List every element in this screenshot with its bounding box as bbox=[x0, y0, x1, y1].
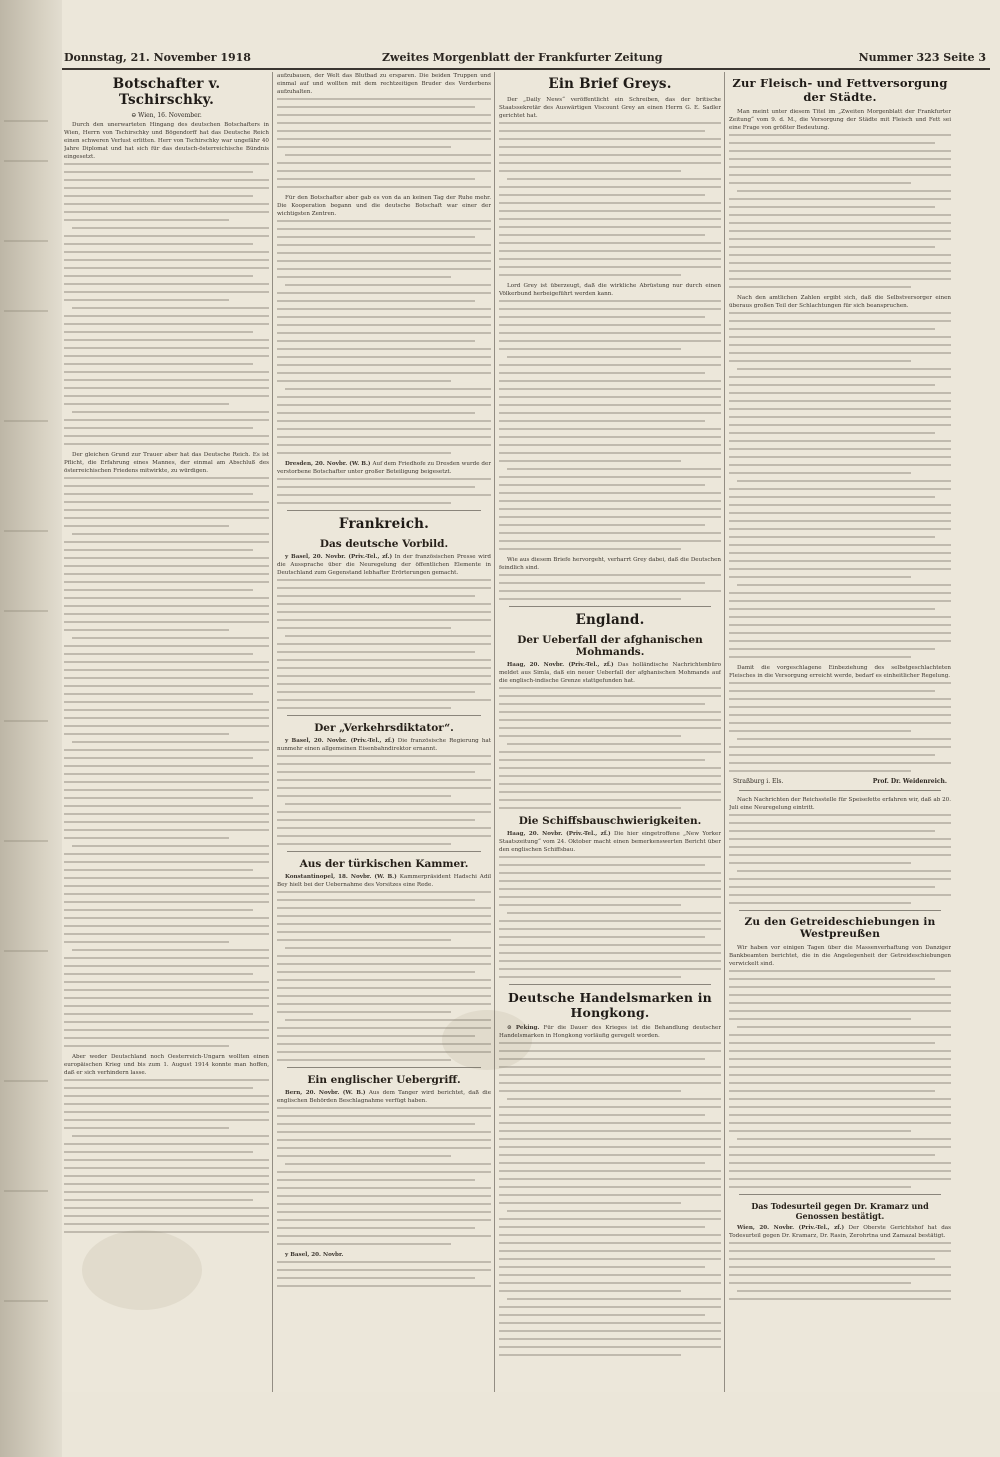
news-text: In der französischen Presse wird die Aussprache über die Neuregelung der öffentlichen Elemente in Deutschland zum Gegenstand lebhafter Erörterungen gemacht. bbox=[277, 554, 491, 576]
signature-place: Straßburg i. Els. bbox=[733, 778, 784, 785]
article-title-grey: Ein Brief Greys. bbox=[548, 76, 672, 92]
article-paragraph: Man meint unter diesem Titel im „Zweiten Morgenblatt der Frankfurter Zeitung“ vom 9. d. M., die Versorgung der Städte mit Fleisch und Fett sei eine Frage von größter Bedeutung. bbox=[729, 109, 951, 131]
page-header bbox=[62, 50, 990, 70]
section-title-frankreich: Frankreich. bbox=[338, 516, 430, 532]
subheading: Die Schiffsbauschwierigkeiten. bbox=[518, 815, 702, 827]
column-2 bbox=[277, 72, 491, 1392]
dateline: y Basel, 20. Novbr. (Priv.-Tel., zf.) bbox=[285, 554, 393, 560]
article-paragraph: Für den Botschafter aber gab es von da an keinen Tag der Ruhe mehr. Die Kooperation begann und die deutsche Botschaft war einer der wichtigsten Zentren. bbox=[277, 195, 491, 217]
dateline: y Basel, 20. Novbr. bbox=[285, 1252, 344, 1258]
news-text: Der Oberste Gerichtshof hat das Todesurteil gegen Dr. Kramarz, Dr. Rasin, Zerohrtna und Zamazal bestätigt. bbox=[729, 1225, 951, 1239]
text-lines bbox=[277, 220, 491, 454]
dateline: Konstantinopel, 18. Novbr. (W. B.) bbox=[285, 874, 397, 880]
text-lines bbox=[729, 1242, 951, 1300]
news-item bbox=[277, 737, 491, 753]
article-paragraph: Der gleichen Grund zur Trauer aber hat das Deutsche Reich. Es ist Pflicht, die Erfahrung eines Mannes, der einmal am Abschluß des österreichischen Friedens mitwirkte, zu würdigen. bbox=[64, 452, 269, 474]
text-lines bbox=[277, 891, 491, 1061]
newspaper-page bbox=[62, 0, 1000, 1457]
text-lines bbox=[729, 682, 951, 772]
news-item bbox=[277, 460, 491, 476]
subheading: Der Ueberfall der afghanischen Mohmands. bbox=[517, 634, 703, 658]
section-title-england: England. bbox=[575, 612, 645, 628]
column-1 bbox=[64, 72, 269, 1392]
header-page-number: Nummer 323 Seite 3 bbox=[858, 51, 986, 64]
text-lines bbox=[729, 134, 951, 288]
text-lines bbox=[499, 687, 721, 809]
text-lines bbox=[277, 579, 491, 709]
news-text: Die hier eingetroffene „New Yorker Staatszeitung“ vom 24. Oktober macht einen bemerkenswerten Bericht über den englischen Schiffsbau. bbox=[499, 831, 721, 853]
news-text: Kammerpräsident Hadschi Adil Bey hielt bei der Uebernahme des Vorsitzes eine Rede. bbox=[277, 874, 491, 888]
news-item bbox=[499, 1024, 721, 1040]
text-lines bbox=[729, 312, 951, 658]
page-bottom-margin bbox=[62, 1392, 1000, 1457]
adjacent-page-margin bbox=[0, 0, 62, 1457]
news-text: Das holländische Nachrichtenbüro meldet aus Simla, daß ein neuer Ueberfall der afghanischen Mohmands auf die englisch-indische Grenze stattgefunden hat. bbox=[499, 662, 721, 684]
article-title-fleisch: Zur Fleisch- und Fettversorgung der Städte. bbox=[732, 76, 948, 104]
news-item bbox=[729, 1224, 951, 1240]
news-item bbox=[499, 661, 721, 685]
dateline: Haag, 20. Novbr. (Priv.-Tel., zf.) bbox=[507, 662, 614, 668]
subheading: Ein englischer Uebergriff. bbox=[307, 1074, 461, 1086]
article-paragraph: Aber weder Deutschland noch Oesterreich-Ungarn wollten einen europäischen Krieg und bis zum 1. August 1914 konnte man hoffen, daß er sich verhindern lasse. bbox=[64, 1054, 269, 1076]
article-paragraph: Damit die vorgeschlagene Einbeziehung des selbstgeschlachteten Fleisches in die Versorgung erreicht werde, bedarf es einheitlicher Regelung. bbox=[729, 665, 951, 679]
text-lines bbox=[277, 755, 491, 845]
news-item bbox=[499, 830, 721, 854]
article-paragraph: Nach den amtlichen Zahlen ergibt sich, daß die Selbstversorger einen überaus großen Teil der Schlachtungen für sich beanspruchen. bbox=[729, 295, 951, 309]
text-lines bbox=[277, 1107, 491, 1245]
dateline: ⊙ Peking. bbox=[507, 1025, 540, 1031]
header-paper-title: Zweites Morgenblatt der Frankfurter Zeitung bbox=[382, 51, 663, 64]
subheading: Der „Verkehrsdiktator“. bbox=[314, 722, 454, 734]
article-paragraph: aufzubauen, der Welt das Blutbad zu ersparen. Die beiden Truppen und einmal auf und wollten mit dem rechtzeitigen Bruder des Verderbens aufzuhalten. bbox=[277, 73, 491, 95]
text-lines bbox=[277, 1261, 491, 1287]
header-date: Donnstag, 21. November 1918 bbox=[64, 51, 251, 64]
subheading: Aus der türkischen Kammer. bbox=[299, 858, 469, 870]
text-lines bbox=[277, 98, 491, 188]
text-lines bbox=[729, 814, 951, 904]
dateline: Haag, 20. Novbr. (Priv.-Tel., zf.) bbox=[507, 831, 611, 837]
article-paragraph: Nach Nachrichten der Reichsstelle für Speisefette erfahren wir, daß ab 20. Juli eine Neuregelung eintritt. bbox=[729, 797, 951, 811]
news-item bbox=[277, 553, 491, 577]
text-lines bbox=[499, 856, 721, 978]
dateline: Dresden, 20. Novbr. (W. B.) bbox=[285, 461, 371, 467]
text-lines bbox=[499, 300, 721, 550]
subheading: Das Todesurteil gegen Dr. Kramarz und Genossen bestätigt. bbox=[751, 1201, 929, 1221]
dateline: Wien, 20. Novbr. (Priv.-Tel., zf.) bbox=[737, 1225, 845, 1231]
article-title-hongkong: Deutsche Handelsmarken in Hongkong. bbox=[508, 990, 712, 1020]
dateline: ⊖ Wien, 16. November. bbox=[131, 112, 202, 119]
article-paragraph: Wir haben vor einigen Tagen über die Massenverhaftung von Danziger Bankbeamten berichtet, die in die Angelegenheit der Getreideschiebungen verwickelt sind. bbox=[729, 945, 951, 967]
signature-line bbox=[733, 778, 947, 785]
column-4 bbox=[729, 72, 951, 1392]
column-3 bbox=[499, 72, 721, 1392]
dateline: Bern, 20. Novbr. (W. B.) bbox=[285, 1090, 366, 1096]
text-lines bbox=[64, 1079, 269, 1233]
news-text: Die französische Regierung hat nunmehr einen allgemeinen Eisenbahndirektor ernannt. bbox=[277, 738, 491, 752]
article-paragraph: Wie aus diesem Briefe hervorgeht, verharrt Grey dabei, daß die Deutschen feindlich sind. bbox=[499, 557, 721, 571]
article-title-tschirschky: Botschafter v. Tschirschky. bbox=[112, 76, 221, 108]
signature-author: Prof. Dr. Weidenreich. bbox=[872, 778, 947, 785]
article-paragraph: Lord Grey ist überzeugt, daß die wirkliche Abrüstung nur durch einen Völkerbund herbeigeführt werden kann. bbox=[499, 283, 721, 297]
subheading: Das deutsche Vorbild. bbox=[319, 538, 449, 550]
text-lines bbox=[499, 574, 721, 600]
text-lines bbox=[64, 477, 269, 1047]
article-paragraph: Durch den unerwarteten Hingang des deutschen Botschafters in Wien, Herrn von Tschirschky und Bögendorff hat das Deutsche Reich einen schweren Verlust erlitten. Herr von Tschirschky war ungefähr 40 Jahre Diplomat und hat sich für das deutsch-österreichische Bündnis eingesetzt. bbox=[64, 122, 269, 160]
text-lines bbox=[499, 1042, 721, 1356]
text-lines bbox=[64, 163, 269, 445]
news-text: Für die Dauer des Krieges ist die Behandlung deutscher Handelsmarken in Hongkong vorläufig geregelt worden. bbox=[499, 1025, 721, 1039]
article-paragraph: Der „Daily News“ veröffentlicht ein Schreiben, das der britische Staatssekretär des Auswärtigen Viscount Grey an einen Herrn G. E. Sadler gerichtet hat. bbox=[499, 97, 721, 119]
news-text: Aus dem Tanger wird berichtet, daß die englischen Behörden Beschlagnahme verfügt haben. bbox=[277, 1090, 491, 1104]
text-lines bbox=[499, 122, 721, 276]
article-title-getreide: Zu den Getreideschiebungen in Westpreußen bbox=[744, 916, 936, 940]
news-item bbox=[277, 873, 491, 889]
news-item bbox=[277, 1089, 491, 1105]
text-lines bbox=[277, 478, 491, 504]
text-lines bbox=[729, 970, 951, 1188]
news-text: Auf dem Friedhofe zu Dresden wurde der verstorbene Botschafter unter großer Beteiligung beigesetzt. bbox=[277, 461, 491, 475]
dateline: y Basel, 20. Novbr. (Priv.-Tel., zf.) bbox=[285, 738, 395, 744]
